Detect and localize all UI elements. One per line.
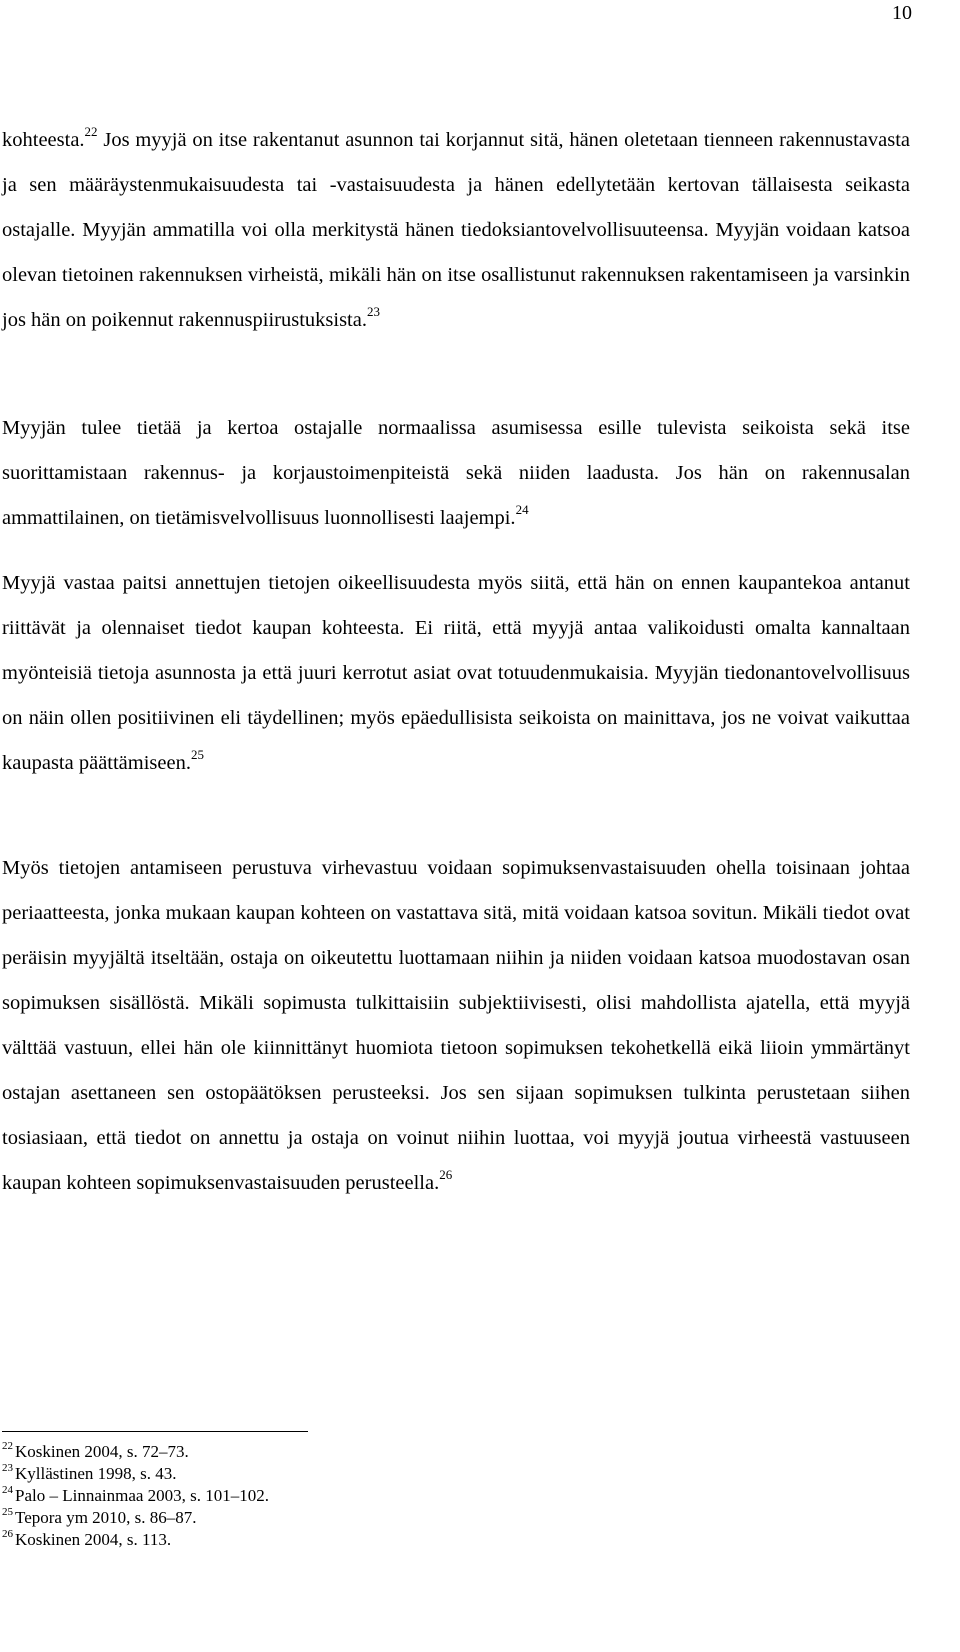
footnote-number: 24 [2,1484,13,1497]
footnote-text: Koskinen 2004, s. 113. [15,1530,172,1549]
footnote-number: 25 [2,1506,13,1519]
footnote-number: 22 [2,1440,13,1453]
footnote [2,1529,702,1551]
body-paragraph [2,846,910,1206]
footnote-text: Tepora ym 2010, s. 86–87. [15,1508,197,1527]
footnote [2,1485,702,1507]
footnote-text: Koskinen 2004, s. 72–73. [15,1442,189,1461]
footnote [2,1441,702,1463]
footnote-text: Palo – Linnainmaa 2003, s. 101–102. [15,1486,270,1505]
footnote-ref[interactable]: 22 [84,124,98,140]
footnotes [2,1441,702,1551]
paragraph-text: Jos myyjä on itse rakentanut asunnon tai korjannut sitä, hänen oletetaan tienneen rakennustavasta ja sen määräystenmukaisuudesta tai -vastaisuudesta ja hänen edellytetään kertovan tällaisesta seikasta ostajalle. Myyjän ammatilla voi olla merkitystä hänen tiedoksiantovelvollisuuteensa. Myyjän voidaan katsoa olevan tietoinen rakennuksen virheistä, mikäli hän on itse osallistunut rakennuksen rakentamiseen ja varsinkin jos hän on poikennut rakennuspiirustuksista. [2,129,910,331]
paragraph-text: Myyjä vastaa paitsi annettujen tietojen oikeellisuudesta myös siitä, että hän on ennen kaupantekoa antanut riittävät ja olennaiset tiedot kaupan kohteesta. Ei riitä, että myyjä antaa valikoidusti omalta kannaltaan myönteisiä tietoja asunnosta ja että juuri kerrotut asiat ovat totuudenmukaisia. Myyjän tiedonantovelvollisuus on näin ollen positiivinen eli täydellinen; myös epäedullisista seikoista on mainittava, jos ne voivat vaikuttaa kaupasta päättämiseen. [2,572,910,774]
paragraph-text: Myyjän tulee tietää ja kertoa ostajalle normaalissa asumisessa esille tulevista seikoista sekä itse suorittamistaan rakennus- ja korjaustoimenpiteistä sekä niiden laadusta. Jos hän on rakennusalan ammattilainen, on tietämisvelvollisuus luonnollisesti laajempi. [2,417,910,529]
footnote-ref[interactable]: 26 [439,1167,453,1183]
footnote [2,1463,702,1485]
page-number: 10 [892,2,912,24]
body-paragraph [2,118,910,343]
footnote-text: Kyllästinen 1998, s. 43. [15,1464,177,1483]
footnote [2,1507,702,1529]
body-paragraph [2,406,910,541]
footnote-number: 23 [2,1462,13,1475]
paragraph-text: kohteesta. [2,129,85,151]
footnote-ref[interactable]: 24 [515,502,529,518]
footnote-ref[interactable]: 25 [190,747,204,763]
paragraph-text: Myös tietojen antamiseen perustuva virhevastuu voidaan sopimuksenvastaisuuden ohella toisinaan johtaa periaatteesta, jonka mukaan kaupan kohteen on vastattava sitä, mitä voidaan katsoa sovitun. Mikäli tiedot ovat peräisin myyjältä itseltään, ostaja on oikeutettu luottamaan niihin ja niiden voidaan katsoa muodostavan osan sopimuksen sisällöstä. Mikäli sopimusta tulkittaisiin subjektiivisesti, olisi mahdollista ajatella, että myyjä välttää vastuun, ellei hän ole kiinnittänyt huomiota tietoon sopimuksen tekohetkellä eikä liioin ymmärtänyt ostajan asettaneen sen ostopäätöksen perusteeksi. Jos sen sijaan sopimuksen tulkinta perustetaan siihen tosiasiaan, että tiedot on annettu ja ostaja on voinut niihin luottaa, voi myyjä joutua virheestä vastuuseen kaupan kohteen sopimuksenvastaisuuden perusteella. [2,857,910,1194]
footnote-number: 26 [2,1528,13,1541]
body-paragraph [2,561,910,786]
footnote-divider [2,1431,308,1432]
footnote-ref[interactable]: 23 [366,304,380,320]
